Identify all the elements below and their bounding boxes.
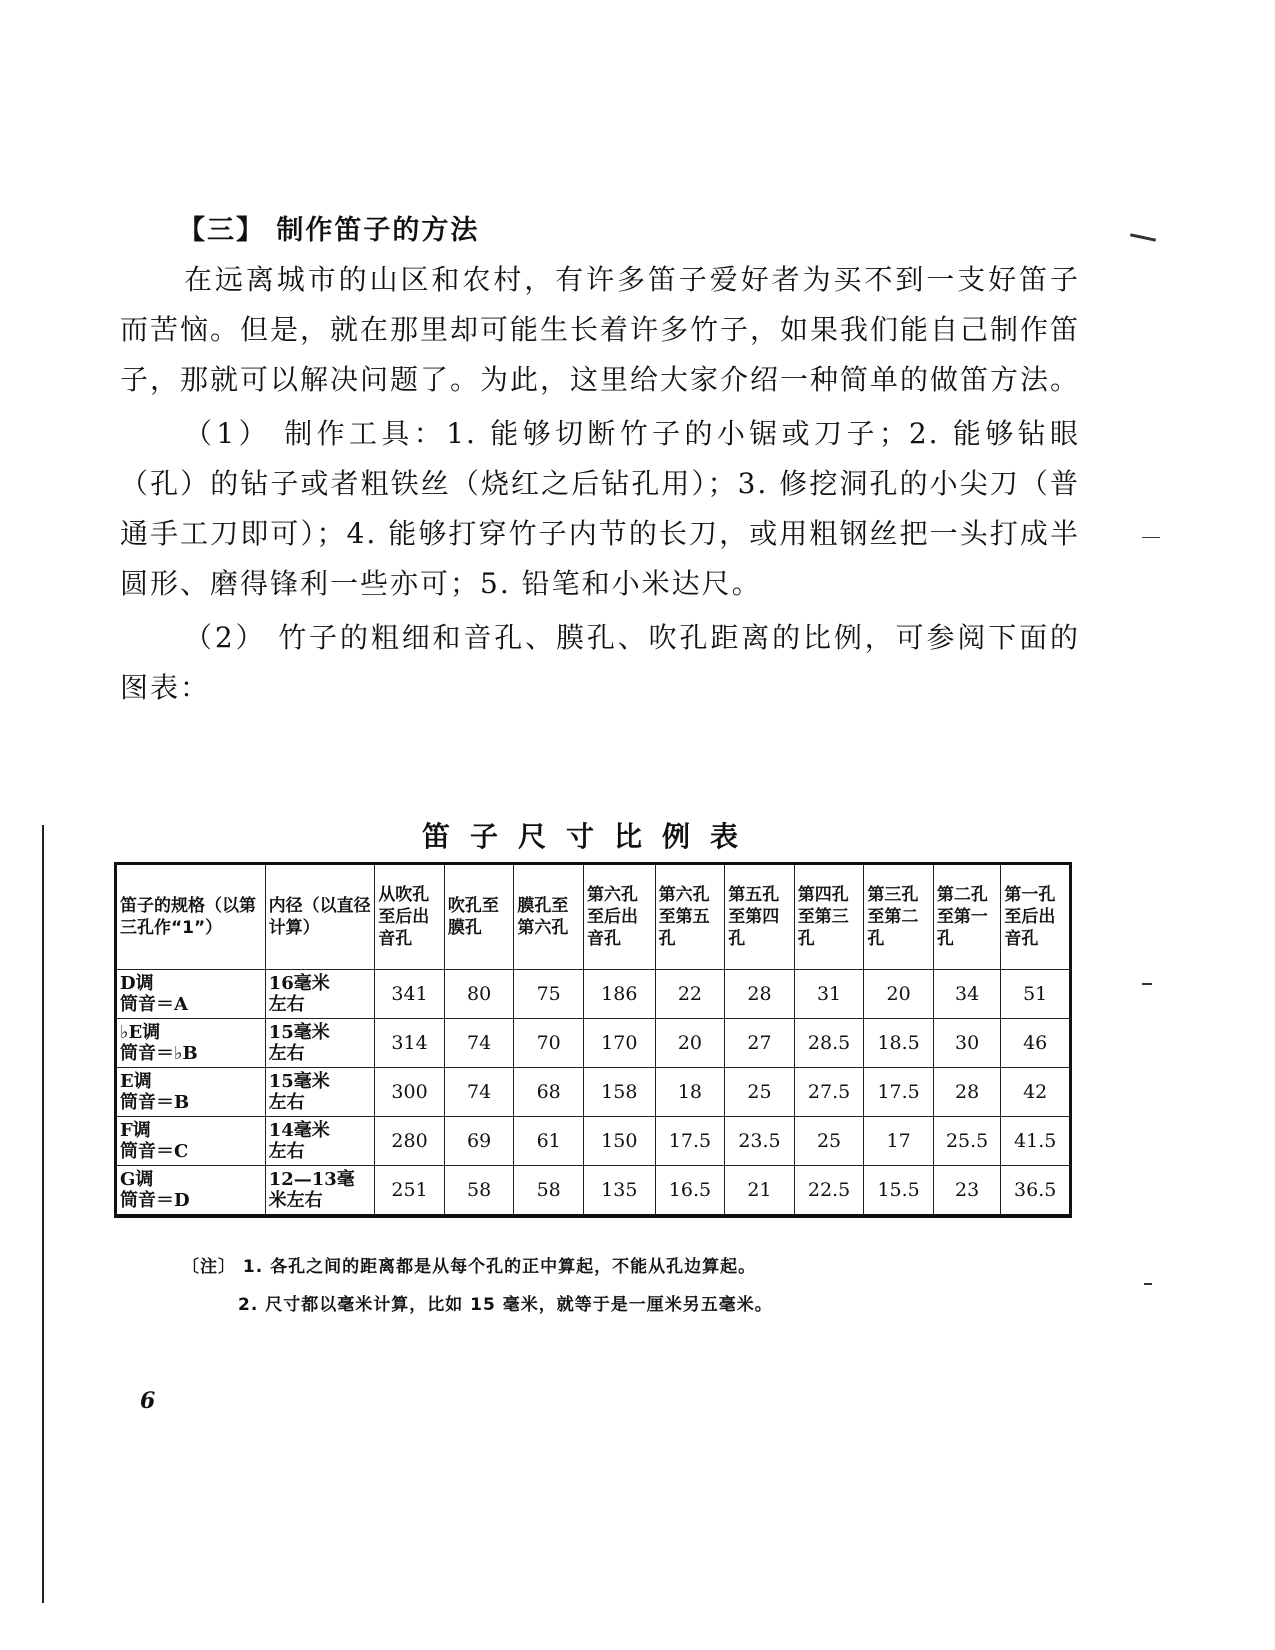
key-name: E调 bbox=[120, 1071, 152, 1092]
value-cell: 75 bbox=[514, 970, 584, 1019]
diameter-approx: 左右 bbox=[268, 994, 305, 1015]
value-cell: 41.5 bbox=[1001, 1117, 1071, 1166]
value-cell: 150 bbox=[583, 1117, 655, 1166]
section-heading: 【三】 制作笛子的方法 bbox=[178, 215, 480, 246]
diameter-value: 14毫米 bbox=[268, 1120, 330, 1141]
paragraph-tools: （1） 制作工具：1. 能够切断竹子的小锯或刀子；2. 能够钻眼（孔）的钻子或者粗铁丝（烧红之后钻孔用）；3. 修挖洞孔的小尖刀（普通手工刀即可）；4. 能够打穿竹子内节的长刀，或用粗钢丝把一头打成半圆形、磨得锋利一些亦可；5. 铅笔和小米达尺。 bbox=[120, 417, 1080, 600]
page-number: 6 bbox=[140, 1388, 156, 1414]
header-cell: 第一孔至后出音孔 bbox=[1001, 864, 1071, 970]
value-cell: 30 bbox=[933, 1019, 1000, 1068]
value-cell: 21 bbox=[725, 1166, 795, 1217]
header-cell: 吹孔至膜孔 bbox=[444, 864, 514, 970]
value-cell: 31 bbox=[794, 970, 864, 1019]
value-cell: 280 bbox=[375, 1117, 445, 1166]
value-cell: 51 bbox=[1001, 970, 1071, 1019]
table-row bbox=[116, 1117, 1071, 1166]
table-row bbox=[116, 1068, 1071, 1117]
value-cell: 25 bbox=[794, 1117, 864, 1166]
value-cell: 20 bbox=[655, 1019, 725, 1068]
value-cell: 58 bbox=[514, 1166, 584, 1217]
diameter-approx: 米左右 bbox=[268, 1190, 323, 1211]
diameter-approx: 左右 bbox=[268, 1092, 305, 1113]
paragraph-intro: 在远离城市的山区和农村，有许多笛子爱好者为买不到一支好笛子而苦恼。但是，就在那里却可能生长着许多竹子，如果我们能自己制作笛子，那就可以解决问题了。为此，这里给大家介绍一种简单的做笛方法。 bbox=[120, 263, 1081, 396]
key-name: ♭E调 bbox=[120, 1022, 161, 1043]
key-cell bbox=[116, 1117, 266, 1166]
key-cell bbox=[116, 1166, 266, 1217]
diameter-cell bbox=[265, 1068, 375, 1117]
value-cell: 135 bbox=[583, 1166, 655, 1217]
value-cell: 27.5 bbox=[794, 1068, 864, 1117]
key-cell bbox=[116, 1068, 266, 1117]
binding-edge-line bbox=[42, 825, 44, 1603]
header-cell: 从吹孔至后出音孔 bbox=[375, 864, 445, 970]
value-cell: 23 bbox=[933, 1166, 1000, 1217]
key-cell bbox=[116, 1019, 266, 1068]
value-cell: 314 bbox=[375, 1019, 445, 1068]
value-cell: 74 bbox=[444, 1019, 514, 1068]
flute-size-table bbox=[114, 862, 1072, 1218]
value-cell: 74 bbox=[444, 1068, 514, 1117]
header-cell: 膜孔至第六孔 bbox=[514, 864, 584, 970]
header-cell: 内径（以直径计算） bbox=[265, 864, 375, 970]
value-cell: 16.5 bbox=[655, 1166, 725, 1217]
value-cell: 251 bbox=[375, 1166, 445, 1217]
diameter-value: 15毫米 bbox=[268, 1071, 330, 1092]
value-cell: 15.5 bbox=[864, 1166, 934, 1217]
value-cell: 20 bbox=[864, 970, 934, 1019]
value-cell: 34 bbox=[933, 970, 1000, 1019]
value-cell: 22.5 bbox=[794, 1166, 864, 1217]
header-cell: 第二孔至第一孔 bbox=[933, 864, 1000, 970]
diameter-cell bbox=[265, 1019, 375, 1068]
tube-note: 筒音＝A bbox=[120, 994, 188, 1015]
diameter-value: 15毫米 bbox=[268, 1022, 330, 1043]
value-cell: 23.5 bbox=[725, 1117, 795, 1166]
value-cell: 25.5 bbox=[933, 1117, 1000, 1166]
value-cell: 186 bbox=[583, 970, 655, 1019]
value-cell: 27 bbox=[725, 1019, 795, 1068]
table-notes bbox=[182, 1248, 773, 1324]
scan-mark bbox=[1142, 537, 1160, 538]
table-row bbox=[116, 1166, 1071, 1217]
paragraph-proportions: （2） 竹子的粗细和音孔、膜孔、吹孔距离的比例，可参阅下面的图表： bbox=[120, 621, 1080, 704]
header-cell: 第六孔至后出音孔 bbox=[583, 864, 655, 970]
value-cell: 170 bbox=[583, 1019, 655, 1068]
value-cell: 158 bbox=[583, 1068, 655, 1117]
diameter-cell bbox=[265, 970, 375, 1019]
value-cell: 25 bbox=[725, 1068, 795, 1117]
header-cell: 第四孔至第三孔 bbox=[794, 864, 864, 970]
value-cell: 70 bbox=[514, 1019, 584, 1068]
value-cell: 58 bbox=[444, 1166, 514, 1217]
value-cell: 42 bbox=[1001, 1068, 1071, 1117]
value-cell: 17.5 bbox=[864, 1068, 934, 1117]
scan-mark bbox=[1142, 983, 1152, 985]
body-text bbox=[120, 255, 1080, 713]
value-cell: 69 bbox=[444, 1117, 514, 1166]
key-name: G调 bbox=[120, 1169, 154, 1190]
tube-note: 筒音＝B bbox=[120, 1092, 190, 1113]
header-cell: 笛子的规格（以第三孔作“1”） bbox=[116, 864, 266, 970]
table-title: 笛子尺寸比例表 bbox=[422, 820, 759, 853]
value-cell: 17.5 bbox=[655, 1117, 725, 1166]
tube-note: 筒音＝C bbox=[120, 1141, 189, 1162]
diameter-value: 16毫米 bbox=[268, 973, 330, 994]
value-cell: 68 bbox=[514, 1068, 584, 1117]
table-header-row bbox=[116, 864, 1071, 970]
table-row bbox=[116, 1019, 1071, 1068]
header-cell: 第五孔至第四孔 bbox=[725, 864, 795, 970]
table-row bbox=[116, 970, 1071, 1019]
value-cell: 80 bbox=[444, 970, 514, 1019]
key-name: D调 bbox=[120, 973, 154, 994]
value-cell: 18.5 bbox=[864, 1019, 934, 1068]
note-2: 2. 尺寸都以毫米计算，比如 15 毫米，就等于是一厘米另五毫米。 bbox=[238, 1295, 773, 1315]
header-cell: 第六孔至第五孔 bbox=[655, 864, 725, 970]
value-cell: 46 bbox=[1001, 1019, 1071, 1068]
value-cell: 341 bbox=[375, 970, 445, 1019]
value-cell: 300 bbox=[375, 1068, 445, 1117]
value-cell: 22 bbox=[655, 970, 725, 1019]
value-cell: 18 bbox=[655, 1068, 725, 1117]
key-cell bbox=[116, 970, 266, 1019]
value-cell: 36.5 bbox=[1001, 1166, 1071, 1217]
diameter-cell bbox=[265, 1117, 375, 1166]
value-cell: 28.5 bbox=[794, 1019, 864, 1068]
tube-note: 筒音＝D bbox=[120, 1190, 190, 1211]
diameter-approx: 左右 bbox=[268, 1043, 305, 1064]
diameter-approx: 左右 bbox=[268, 1141, 305, 1162]
scan-mark bbox=[1130, 233, 1156, 241]
diameter-value: 12—13毫 bbox=[268, 1169, 355, 1190]
value-cell: 61 bbox=[514, 1117, 584, 1166]
note-1: 〔注〕 1. 各孔之间的距离都是从每个孔的正中算起，不能从孔边算起。 bbox=[182, 1257, 757, 1277]
scan-mark bbox=[1144, 1283, 1152, 1285]
header-cell: 第三孔至第二孔 bbox=[864, 864, 934, 970]
diameter-cell bbox=[265, 1166, 375, 1217]
value-cell: 28 bbox=[933, 1068, 1000, 1117]
key-name: F调 bbox=[120, 1120, 151, 1141]
value-cell: 28 bbox=[725, 970, 795, 1019]
value-cell: 17 bbox=[864, 1117, 934, 1166]
tube-note: 筒音＝♭B bbox=[120, 1043, 198, 1064]
